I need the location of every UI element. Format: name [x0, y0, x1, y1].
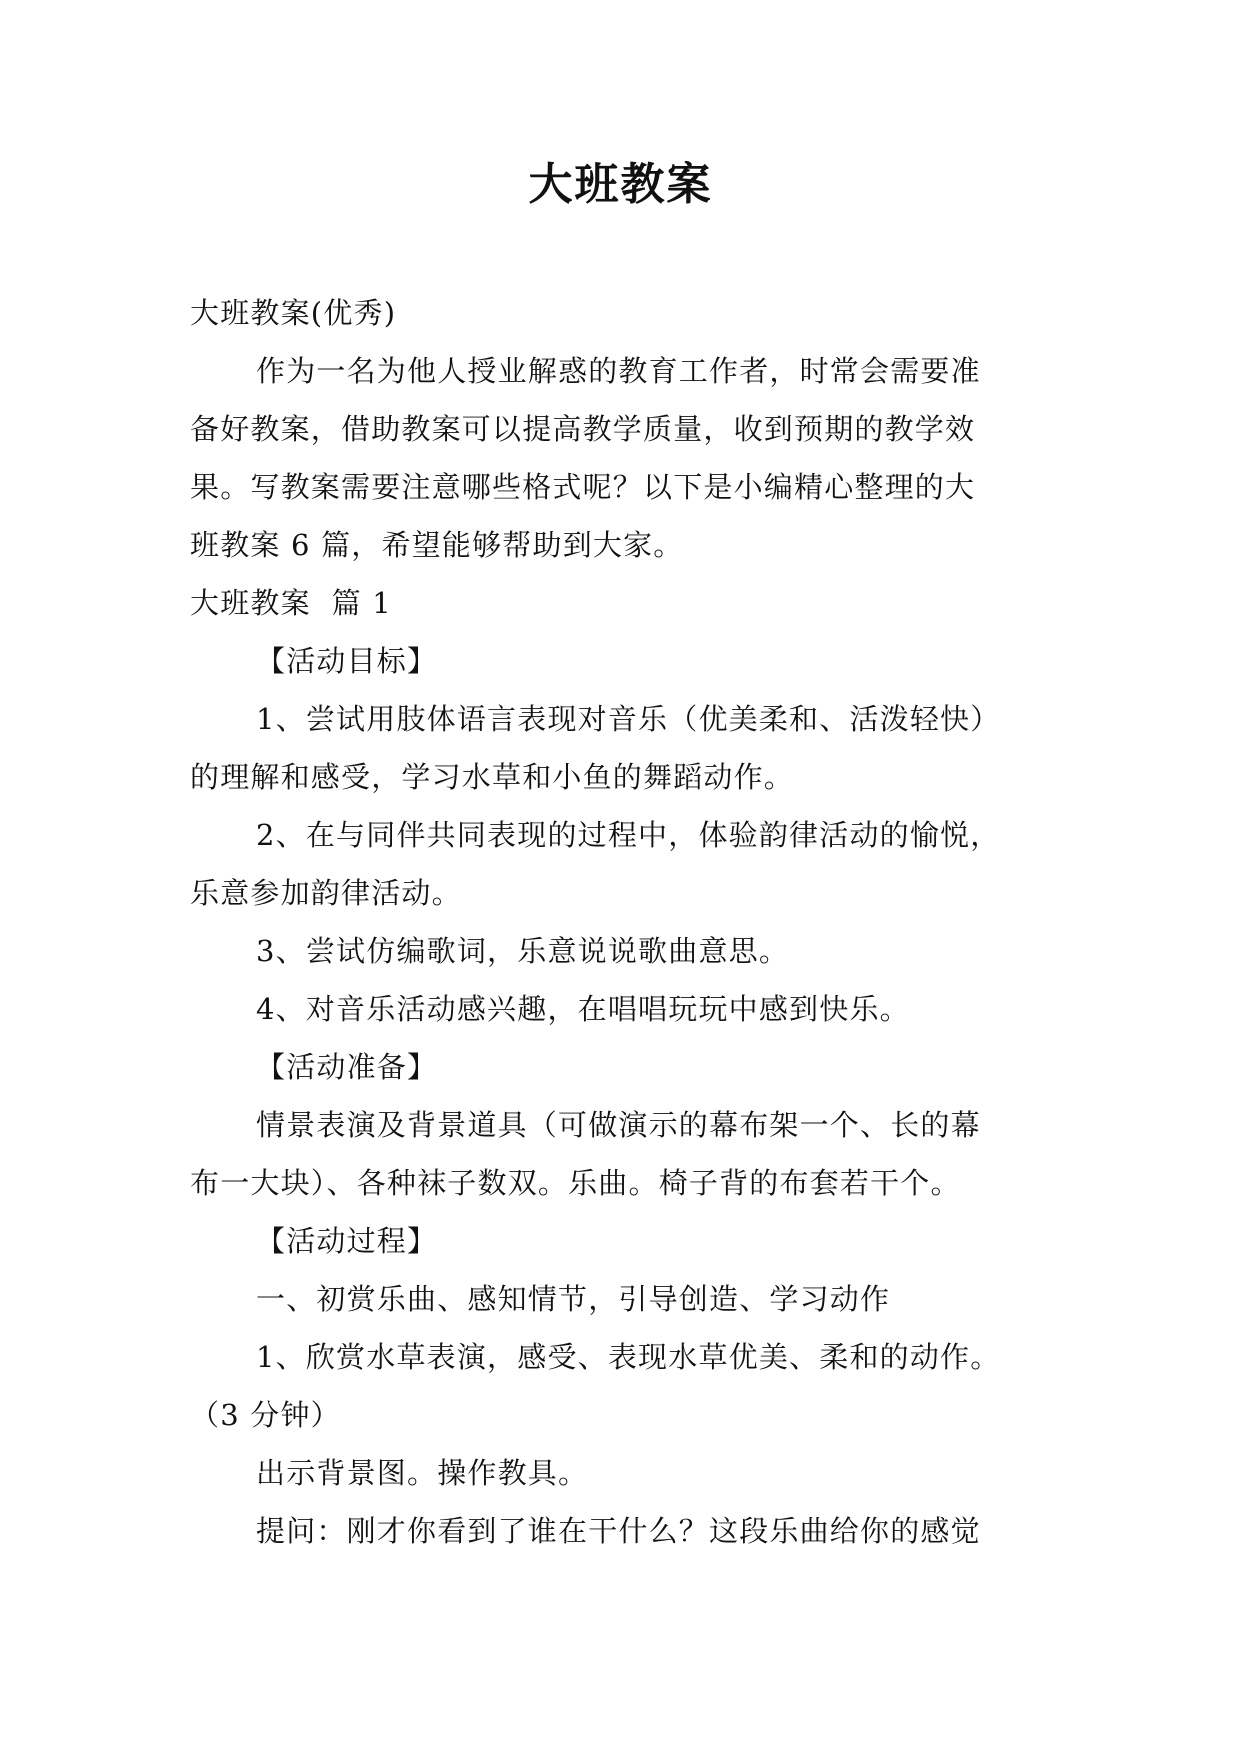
- goal-4: 4、对音乐活动感兴趣，在唱唱玩玩中感到快乐。: [256, 992, 910, 1026]
- goal-2-line-1: 2、在与同伴共同表现的过程中，体验韵律活动的愉悦，: [256, 818, 1001, 852]
- goal-3: 3、尝试仿编歌词，乐意说说歌曲意思。: [256, 934, 790, 968]
- intro-line-3: 果。写教案需要注意哪些格式呢？以下是小编精心整理的大: [190, 470, 976, 504]
- question-line: 提问：刚才你看到了谁在干什么？这段乐曲给你的感觉: [256, 1514, 981, 1548]
- process-step-1: 一、初赏乐曲、感知情节，引导创造、学习动作: [256, 1282, 891, 1316]
- document-title: 大班教案: [528, 159, 713, 210]
- document-body: [190, 284, 1070, 1560]
- prep-heading: 【活动准备】: [256, 1050, 438, 1084]
- goal-heading: 【活动目标】: [256, 644, 438, 678]
- process-heading: 【活动过程】: [256, 1224, 438, 1258]
- process-step-1-1-line-1: 1、欣赏水草表演，感受、表现水草优美、柔和的动作。: [256, 1340, 1001, 1374]
- goal-2-line-2: 乐意参加韵律活动。: [190, 876, 462, 910]
- section-heading: 大班教案 篇 1: [190, 586, 392, 620]
- goal-1-line-2: 的理解和感受，学习水草和小鱼的舞蹈动作。: [190, 760, 795, 794]
- prep-line-2: 布一大块）、各种袜子数双。乐曲。椅子背的布套若干个。: [190, 1166, 961, 1200]
- document-subtitle: 大班教案(优秀): [190, 296, 397, 330]
- goal-1-line-1: 1、尝试用肢体语言表现对音乐（优美柔和、活泼轻快）: [256, 702, 1001, 736]
- show-background: 出示背景图。操作教具。: [256, 1456, 589, 1490]
- intro-line-4: 班教案 6 篇，希望能够帮助到大家。: [190, 528, 684, 562]
- intro-line-1: 作为一名为他人授业解惑的教育工作者，时常会需要准: [256, 354, 981, 388]
- prep-line-1: 情景表演及背景道具（可做演示的幕布架一个、长的幕: [256, 1108, 981, 1142]
- process-step-1-1-line-2: （3 分钟）: [190, 1398, 341, 1432]
- intro-line-2: 备好教案，借助教案可以提高教学质量，收到预期的教学效: [190, 412, 976, 446]
